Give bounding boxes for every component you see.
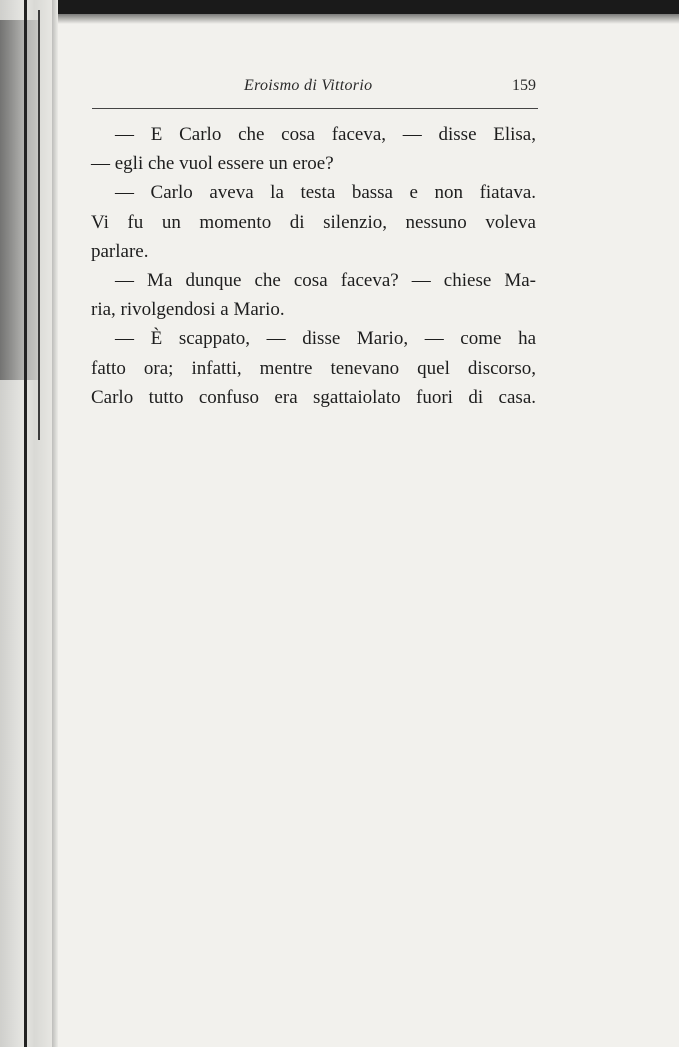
text-line: ria, rivolgendosi a Mario. [91, 299, 285, 321]
page-number: 159 [512, 77, 536, 94]
text-line: Carlo tutto confuso era sgattaiolato fuori di casa. [91, 386, 536, 408]
spine-binding-line-inner [38, 10, 40, 440]
page-edge [52, 0, 58, 1047]
top-border-fade [0, 14, 679, 24]
text-line: — Carlo aveva la testa bassa e non fiatava. [115, 182, 536, 204]
text-line: fatto ora; infatti, mentre tenevano quel discorso, [91, 357, 536, 379]
header-rule [92, 108, 538, 109]
text-line: — È scappato, — disse Mario, — come ha [115, 328, 536, 350]
text-line: — Ma dunque che cosa faceva? — chiese Ma- [115, 270, 536, 292]
text-line: — E Carlo che cosa faceva, — disse Elisa, [115, 124, 536, 145]
spine-binding-line [24, 0, 27, 1047]
running-header [88, 77, 540, 101]
text-line: — egli che vuol essere un eroe? [91, 153, 334, 175]
text-line: Vi fu un momento di silenzio, nessuno voleva [91, 211, 536, 233]
spine-stain [0, 20, 40, 380]
body-text [91, 120, 536, 412]
top-dark-border [0, 0, 679, 14]
text-line: parlare. [91, 240, 149, 262]
running-title: Eroismo di Vittorio [244, 77, 373, 94]
